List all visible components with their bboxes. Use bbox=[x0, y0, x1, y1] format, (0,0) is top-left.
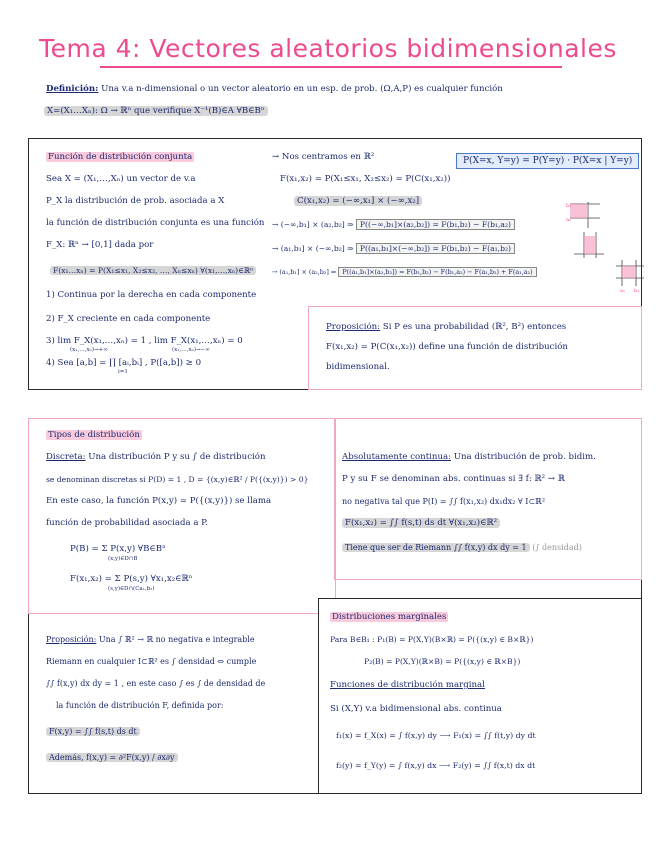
joint-line-1: Sea X = (X₁,…,Xₙ) un vector de v.a bbox=[46, 174, 196, 184]
r2-arrow-1: → (−∞,b₁] × (a₂,b₂] ⇒ P((−∞,b₁]×(a₂,b₂]) = F(b₁,b₂) − F(b₁,a₂) bbox=[272, 219, 515, 230]
marginal-sub-line-1: Si (X,Y) v.a bidimensional abs. continua bbox=[330, 704, 502, 714]
r2-arrow-2: → (a₁,b₁] × (−∞,b₂] ⇒ P((a₁,b₁]×(−∞,b₂]) = F(b₁,b₂) − F(a₁,b₂) bbox=[272, 243, 515, 254]
product-subscript: i=1 bbox=[118, 369, 128, 375]
r2-arrow-3: → (a₁,b₁] × (a₂,b₂] ⇒ P((a₁,b₁]×(a₂,b₂]) = F(b₁,b₂) − F(b₁,a₂) − F(a₁,b₂) + F(a₁,a₂) bbox=[272, 267, 537, 278]
joint-formula: F(x₁…xₙ) = P(X₁≤x₁, X₂≤x₂, …, Xₙ≤xₙ) ∀(x₁,…,xₙ)∈ℝⁿ bbox=[50, 265, 256, 276]
discrete-line-4: función de probabilidad asociada a P. bbox=[46, 518, 208, 528]
continuous-line-3: no negativa tal que P(I) = ∫∫ f(x₁,x₂) dx₁dx₂ ∀ I⊂ℝ² bbox=[342, 497, 546, 506]
joint-line-2: P_X la distribución de prob. asociada a X bbox=[46, 196, 225, 206]
proposition-2-line-2: Riemann en cualquier I⊂ℝ² es ∫ densidad ⇔ cumple bbox=[46, 657, 257, 666]
marginal-line-1: Para B∈B₁ : P₁(B) = P(X,Y)(B×ℝ) = P({(x,y) ∈ B×ℝ}) bbox=[330, 635, 534, 644]
marginal-line-2: P₂(B) = P(X,Y)(ℝ×B) = P({(x,y) ∈ ℝ×B}) bbox=[364, 657, 521, 666]
fig-label-a1: a₁ bbox=[620, 288, 625, 294]
svg-text:a₂: a₂ bbox=[566, 217, 571, 223]
discrete-line-1: Discreta: Una distribución P y su ∫ de distribución bbox=[46, 452, 266, 462]
discrete-sum-1: P(B) = Σ P(x,y) ∀B∈Bⁿ bbox=[70, 544, 166, 554]
discrete-line-2: se denominan discretas si P(D) = 1 , D = {(x,y)∈ℝ² / P({(x,y)}) > 0} bbox=[46, 475, 309, 484]
discrete-sum-2-sub: (s,y)∈D∩(Ca₁,b₂) bbox=[108, 586, 155, 592]
svg-text:b₂: b₂ bbox=[566, 203, 572, 209]
proposition-1-line-3: bidimensional. bbox=[326, 362, 390, 372]
marginal-sub-line-2: f₁(x) = f_X(x) = ∫ f(x,y) dy ⟶ F₁(x) = ∫∫ f(t,y) dy dt bbox=[336, 731, 536, 740]
joint-line-3: la función de distribución conjunta es una función bbox=[46, 218, 265, 228]
types-heading: Tipos de distribución bbox=[48, 430, 140, 440]
property-4: 4) Sea [a,b] = ∏ [aᵢ,bᵢ] , P([a,b]) ≥ 0 bbox=[46, 358, 202, 368]
definition-formula: X=(X₁…Xₙ): Ω → ℝⁿ que verifique X⁻¹(B)∈A ∀B∈Bⁿ bbox=[44, 106, 268, 116]
region-figure-1 bbox=[566, 200, 602, 230]
conditional-formula-box: P(X=x, Y=y) = P(Y=y) · P(X=x | Y=y) bbox=[456, 153, 639, 169]
joint-distribution-heading: Función de distribución conjunta bbox=[48, 152, 193, 162]
marginal-heading: Distribuciones marginales bbox=[332, 612, 447, 622]
limit-subscript-minus: (x₁,…,xₙ)→−∞ bbox=[172, 347, 210, 353]
proposition-2-line-5: F(x,y) = ∫∫ f(s,t) ds dt bbox=[46, 726, 140, 737]
marginal-sub-line-3: f₂(y) = f_Y(y) = ∫ f(x,y) dx ⟶ F₂(y) = ∫∫ f(x,t) dx dt bbox=[336, 761, 536, 770]
fig-label-b1: b₁ bbox=[634, 288, 640, 294]
marginal-subheading: Funciones de distribución marginal bbox=[330, 680, 485, 690]
definition-label: Definición: bbox=[46, 84, 99, 94]
proposition-2-line-4: la función de distribución F, definida por: bbox=[56, 701, 224, 710]
property-3: 3) lim F_X(x₁,…,xₙ) = 1 , lim F_X(x₁,…,xₙ) = 0 bbox=[46, 336, 243, 346]
r2-line-1: F(x₁,x₂) = P(X₁≤x₁, X₂≤x₂) = P(C(x₁,x₂)) bbox=[280, 174, 451, 184]
limit-subscript-plus: (x₁,…,xₙ)→+∞ bbox=[70, 347, 108, 353]
discrete-sum-1-sub: (x,y)∈D∩B bbox=[108, 556, 138, 562]
r2-intro: → Nos centramos en ℝ² bbox=[272, 152, 375, 162]
r2-line-2: C(x₁,x₂) = (−∞,x₁] × (−∞,x₂] bbox=[294, 196, 422, 207]
proposition-1-line-2: F(x₁,x₂) = P(C(x₁,x₂)) define una función de distribución bbox=[326, 342, 568, 352]
discrete-sum-2: F(x₁,x₂) = Σ P(s,y) ∀x₁,x₂∈ℝⁿ bbox=[70, 574, 193, 584]
proposition-2-line-1: Proposición: Una ∫ ℝ² → ℝ no negativa e integrable bbox=[46, 635, 255, 644]
proposition-1-line-1: Proposición: Si P es una probabilidad (ℝ², B²) entonces bbox=[326, 322, 567, 332]
proposition-2-line-3: ∫∫ f(x,y) dx dy = 1 , en este caso ∫ es ∫ de densidad de bbox=[46, 679, 266, 688]
property-2: 2) F_X creciente en cada componente bbox=[46, 314, 211, 324]
definition-line-2 bbox=[44, 106, 268, 117]
definition-text: Una v.a n-dimensional o un vector aleatorio en un esp. de prob. (Ω,A,P) es cualquier función bbox=[101, 84, 503, 94]
joint-line-4: F_X: ℝⁿ → [0,1] dada por bbox=[46, 240, 154, 250]
continuous-line-2: P y su F se denominan abs. continuas si ∃ f: ℝ² → ℝ bbox=[342, 474, 565, 484]
property-1: 1) Continua por la derecha en cada componente bbox=[46, 290, 257, 300]
continuous-line-5: Tiene que ser de Riemann ∫∫ f(x,y) dx dy = 1 (∫ densidad) bbox=[342, 542, 582, 553]
definition-line-1 bbox=[46, 84, 503, 95]
proposition-2-line-6: Además, f(x,y) = ∂²F(x,y) / ∂x∂y bbox=[46, 752, 178, 763]
continuous-line-4: F(x₁,x₂) = ∫∫ f(s,t) ds dt ∀(x₁,x₂)∈ℝ² bbox=[342, 518, 500, 529]
region-figure-3 bbox=[616, 260, 644, 294]
region-figure-2 bbox=[574, 232, 604, 260]
discrete-line-3: En este caso, la función P(x,y) = P({(x,y)}) se llama bbox=[46, 496, 272, 506]
title-underline bbox=[100, 66, 562, 68]
continuous-line-1: Absolutamente continua: Una distribución de prob. bidim. bbox=[342, 452, 596, 462]
page-title: Tema 4: Vectores aleatorios bidimensionales bbox=[39, 34, 617, 63]
